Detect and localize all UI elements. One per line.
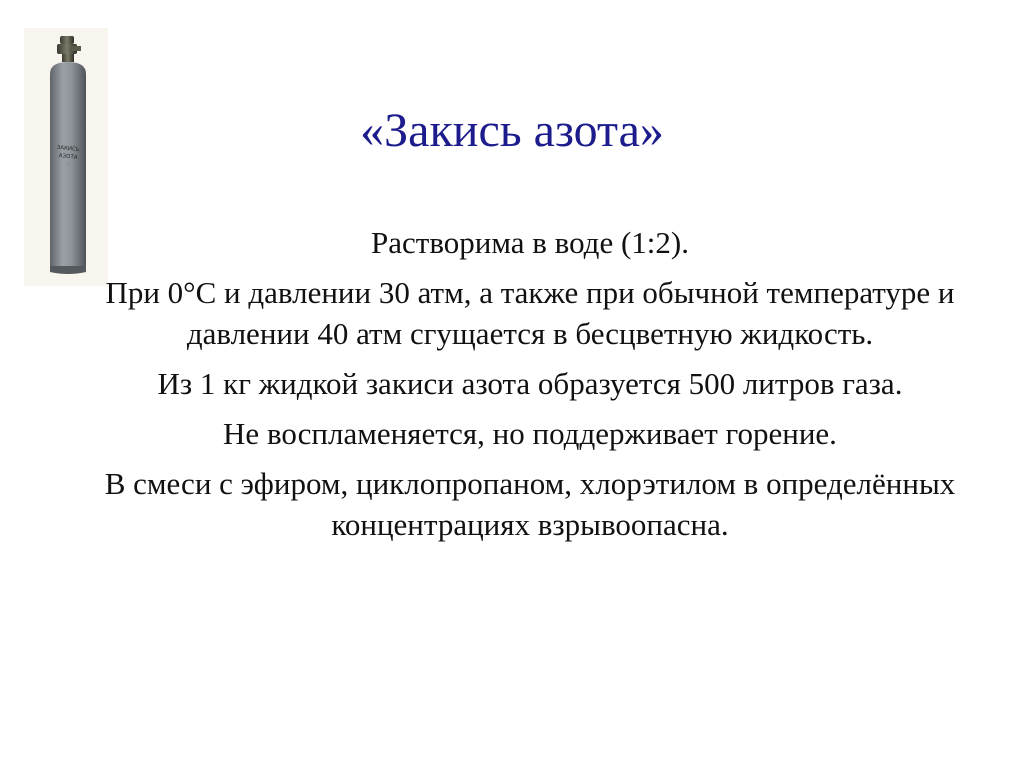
- paragraph-gas-volume: Из 1 кг жидкой закиси азота образуется 500 литров газа.: [157, 366, 903, 401]
- paragraph-flammability: Не воспламеняется, но поддерживает горение.: [223, 416, 837, 451]
- svg-text:АЗОТА: АЗОТА: [58, 153, 78, 161]
- svg-text:ЗАКИСЬ: ЗАКИСЬ: [56, 144, 80, 154]
- paragraph-solubility: Растворима в воде (1:2).: [371, 225, 689, 260]
- paragraph-explosiveness: В смеси с эфиром, циклопропаном, хлорэтилом в определённых концентрациях взрывоопасна.: [104, 466, 956, 542]
- paragraph-liquefaction: При 0°С и давлении 30 атм, а также при обычной температуре и давлении 40 атм сгущается в бесцветную жидкость.: [105, 275, 955, 351]
- slide-title: [0, 105, 1024, 158]
- slide-body: [80, 222, 980, 554]
- slide-title-text: «Закись азота»: [360, 104, 664, 157]
- svg-text:·: ·: [66, 161, 70, 169]
